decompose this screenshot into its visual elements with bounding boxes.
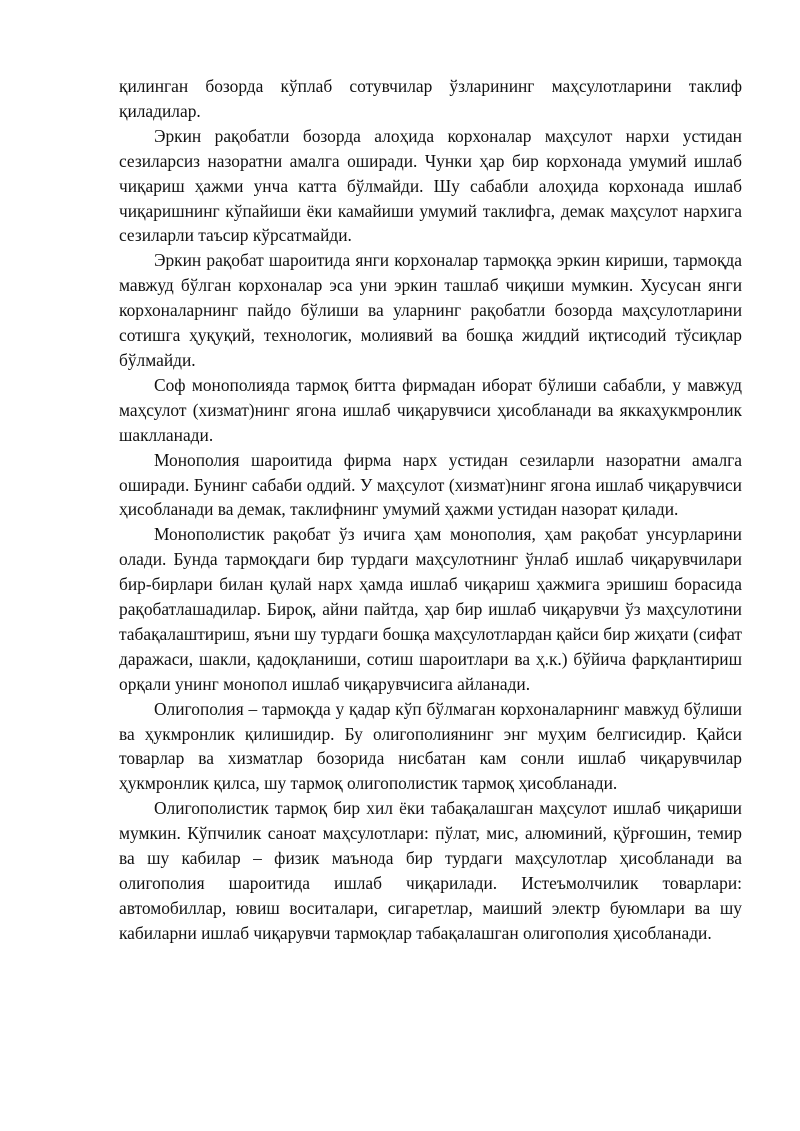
document-page — [119, 74, 742, 946]
paragraph-free-competition-control: Эркин рақобатли бозорда алоҳида корхоналар маҳсулот нархи устидан сезиларсиз назоратни амалга оширади. Чунки ҳар бир корхонада умумий ишлаб чиқариш ҳажми унча катта бўлмайди. Шу сабабли алоҳида корхонада ишлаб чиқаришнинг кўпайиши ёки камайиши умумий таклифга, демак маҳсулот нархига сезиларли таъсир кўрсатмайди. — [119, 125, 742, 246]
paragraph-oligopoly-products: Олигополистик тармоқ бир хил ёки табақалашган маҳсулот ишлаб чиқариши мумкин. Кўпчилик саноат маҳсулотлари: пўлат, мис, алюминий, қўрғошин, темир ва шу кабилар – физик маънода бир турдаги маҳсулотлар ҳисобланади ва олигополия шароитида ишлаб чиқарилади. Истеъмолчилик товарлари: автомобиллар, ювиш воситалари, сигаретлар, маиший электр буюмлари ва шу кабиларни ишлаб чиқарувчи тармоқлар табақалашган олигополия ҳисобланади. — [119, 798, 742, 943]
paragraph-monopoly-price-control: Монополия шароитида фирма нарх устидан сезиларли назоратни амалга оширади. Бунинг сабаби оддий. У маҳсулот (хизмат)нинг ягона ишлаб чиқарувчиси ҳисобланади ва демак, таклифнинг умумий ҳажми устидан назорат қилади. — [119, 449, 742, 520]
paragraph-monopolistic-competition: Монополистик рақобат ўз ичига ҳам монополия, ҳам рақобат унсурларини олади. Бунда тармоқдаги бир турдаги маҳсулотнинг ўнлаб ишлаб чиқарувчилари бир-бирлари билан қулай нарх ҳамда ишлаб чиқариш ҳажмига эришиш борасида рақобатлашадилар. Бироқ, айни пайтда, ҳар бир ишлаб чиқарувчи ўз маҳсулотини табақалаштириш, яъни шу турдаги бошқа маҳсулотлардан қайси бир жиҳати (сифат даражаси, шакли, қадоқланиши, сотиш шароитлари ва ҳ.к.) бўйича фарқлантириш орқали унинг монопол ишлаб чиқарувчисига айланади. — [119, 524, 742, 694]
paragraph-continuation: қилинган бозорда кўплаб сотувчилар ўзларининг маҳсулотларини таклиф қиладилар. — [119, 76, 742, 121]
paragraph-oligopoly-definition: Олигополия – тармоқда у қадар кўп бўлмаган корхоналарнинг мавжуд бўлиши ва ҳукмронлик қилишидир. Бу олигополиянинг энг муҳим белгисидир. Қайси товарлар ва хизматлар бозорида нисбатан кам сонли ишлаб чиқарувчилар ҳукмронлик қилса, шу тармоқ олигополистик тармоқ ҳисобланади. — [119, 698, 742, 794]
paragraph-free-entry: Эркин рақобат шароитида янги корхоналар тармоққа эркин кириши, тармоқда мавжуд бўлган корхоналар эса уни эркин ташлаб чиқиши мумкин. Хусусан янги корхоналарнинг пайдо бўлиши ва уларнинг рақобатли бозорда маҳсулотларини сотишга ҳуқуқий, технологик, молиявий ва бошқа жиддий иқтисодий тўсиқлар бўлмайди. — [119, 250, 742, 370]
paragraph-pure-monopoly: Соф монополияда тармоқ битта фирмадан иборат бўлиши сабабли, у мавжуд маҳсулот (хизмат)нинг ягона ишлаб чиқарувчиси ҳисобланади ва яккаҳукмронлик шаклланади. — [119, 374, 742, 445]
